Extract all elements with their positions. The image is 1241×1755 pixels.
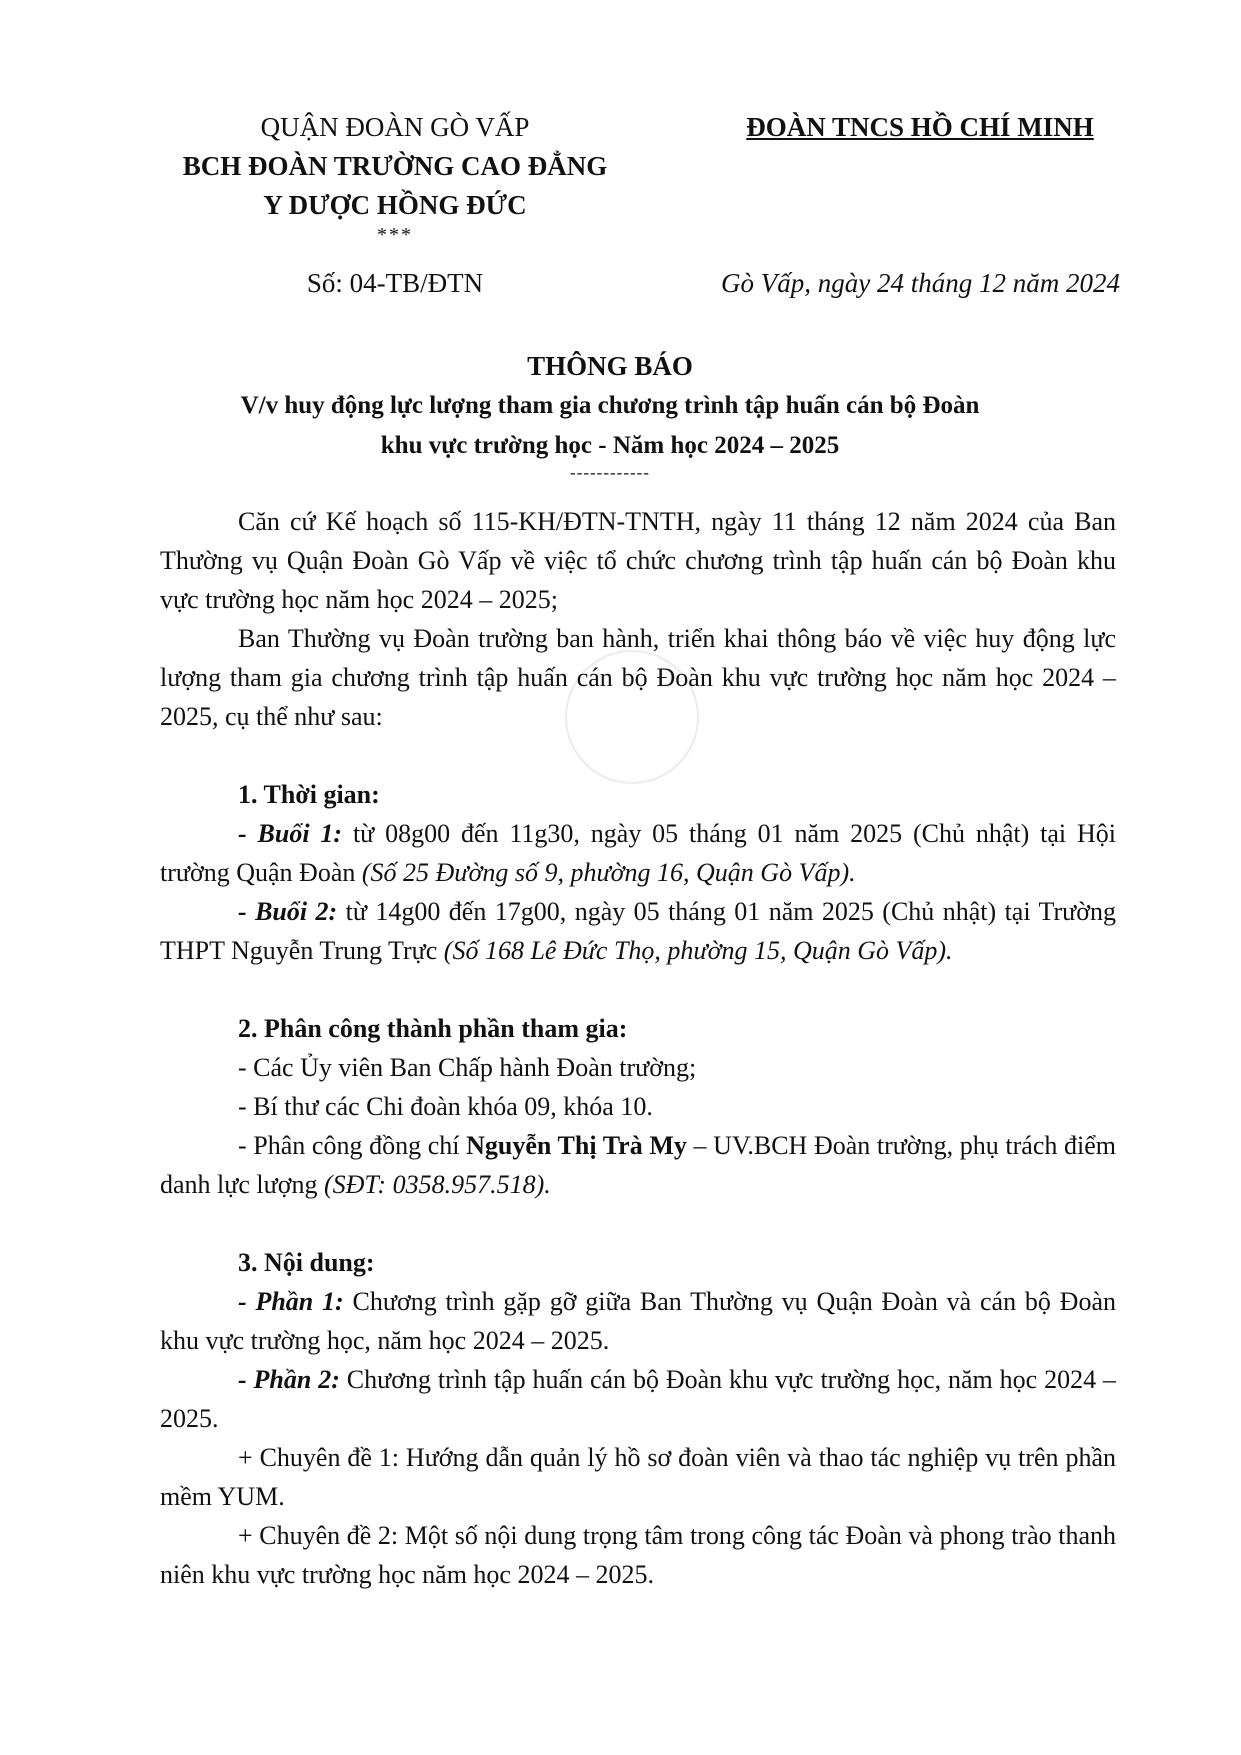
- session-2-text: từ 14g00 đến 17g00, ngày 05 tháng 01 năm 2025 (Chủ nhật) tại Trường THPT Nguyễn Trung Trực: [160, 897, 1116, 965]
- subject-line-2: khu vực trường học - Năm học 2024 – 2025: [380, 432, 840, 459]
- part-1-paragraph: [160, 1282, 1116, 1360]
- organization-block: [700, 108, 1140, 147]
- document-body: [160, 502, 1116, 1594]
- participant-item-3: [160, 1126, 1116, 1204]
- participant-item-1: - Các Ủy viên Ban Chấp hành Đoàn trường;: [238, 1053, 697, 1082]
- part-1-text: Chương trình gặp gỡ giữa Ban Thường vụ Quận Đoàn và cán bộ Đoàn khu vực trường học, năm học 2024 – 2025.: [160, 1287, 1116, 1355]
- section-1-heading: 1. Thời gian:: [238, 780, 380, 809]
- document-number: Số: 04-TB/ĐTN: [306, 268, 484, 298]
- assignment-role: – UV.BCH Đoàn trường, phụ trách điểm danh lực lượng: [160, 1131, 1116, 1199]
- topic-1: + Chuyên đề 1: Hướng dẫn quản lý hồ sơ đoàn viên và thao tác nghiệp vụ trên phần mềm YUM.: [160, 1443, 1116, 1511]
- assignment-prefix: - Phân công đồng chí: [238, 1131, 467, 1160]
- part-1-label: - Phần 1:: [238, 1287, 344, 1316]
- part-2-paragraph: [160, 1360, 1116, 1438]
- issuer-district: QUẬN ĐOÀN GÒ VẤP: [260, 112, 530, 142]
- session-2-paragraph: [160, 892, 1116, 970]
- assignee-phone: (SĐT: 0358.957.518).: [323, 1170, 551, 1199]
- session-1-paragraph: [160, 814, 1116, 892]
- topic-2: + Chuyên đề 2: Một số nội dung trọng tâm trong công tác Đoàn và phong trào thanh niên khu vực trường học năm học 2024 – 2025.: [160, 1521, 1116, 1589]
- session-2-address: (Số 168 Lê Đức Thọ, phường 15, Quận Gò Vấp).: [443, 936, 953, 965]
- assignee-name: Nguyễn Thị Trà My: [466, 1131, 687, 1160]
- section-2-heading: 2. Phân công thành phần tham gia:: [238, 1014, 628, 1043]
- intro-paragraph-2: Ban Thường vụ Đoàn trường ban hành, triển khai thông báo về việc huy động lực lượng tham gia chương trình tập huấn cán bộ Đoàn khu vực trường học năm học 2024 – 2025, cụ thể như sau:: [160, 624, 1116, 731]
- session-1-label: - Buổi 1:: [238, 819, 343, 848]
- intro-paragraph-1: Căn cứ Kế hoạch số 115-KH/ĐTN-TNTH, ngày 11 tháng 12 năm 2024 của Ban Thường vụ Quận Đoàn Gò Vấp về việc tổ chức chương trình tập huấn cán bộ Đoàn khu vực trường học năm học 2024 – 2025;: [160, 507, 1116, 614]
- session-1-address: (Số 25 Đường số 9, phường 16, Quận Gò Vấp).: [361, 858, 856, 887]
- title-block: [150, 346, 1070, 480]
- part-2-label: - Phần 2:: [238, 1365, 340, 1394]
- title-divider: ------------: [570, 463, 650, 482]
- separator-stars: ***: [377, 224, 413, 246]
- participant-item-2: - Bí thư các Chi đoàn khóa 09, khóa 10.: [238, 1092, 653, 1121]
- organization-name: ĐOÀN TNCS HỒ CHÍ MINH: [746, 112, 1094, 142]
- place-date-line: Gò Vấp, ngày 24 tháng 12 năm 2024: [721, 268, 1120, 298]
- subject-line-1: V/v huy động lực lượng tham gia chương trình tập huấn cán bộ Đoàn: [240, 392, 980, 419]
- issuer-school: Y DƯỢC HỒNG ĐỨC: [263, 190, 527, 220]
- session-2-label: - Buổi 2:: [238, 897, 338, 926]
- session-1-text: từ 08g00 đến 11g30, ngày 05 tháng 01 năm 2025 (Chủ nhật) tại Hội trường Quận Đoàn: [160, 819, 1117, 887]
- issuer-committee: BCH ĐOÀN TRƯỜNG CAO ĐẲNG: [182, 151, 608, 181]
- part-2-text: Chương trình tập huấn cán bộ Đoàn khu vực trường học, năm học 2024 – 2025.: [160, 1365, 1116, 1433]
- document-title: THÔNG BÁO: [527, 351, 693, 381]
- section-3-heading: 3. Nội dung:: [238, 1248, 375, 1277]
- issuer-block: [130, 108, 660, 245]
